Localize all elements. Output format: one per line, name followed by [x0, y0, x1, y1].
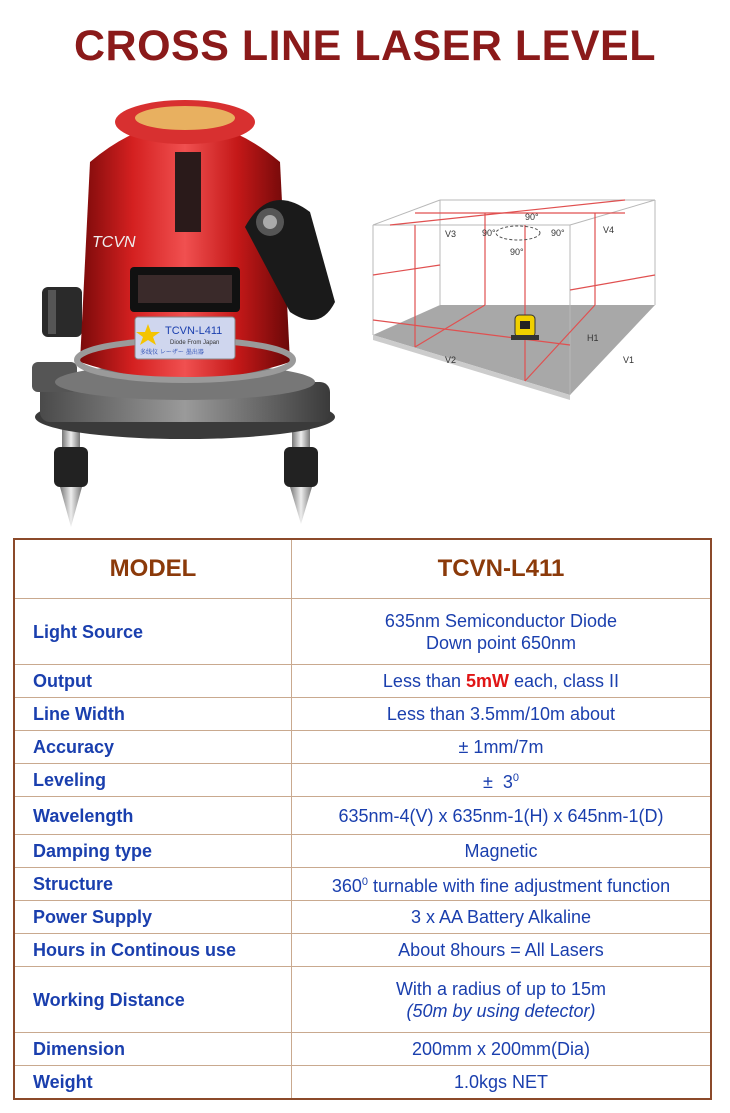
table-row [14, 868, 711, 901]
output-suffix: each, class II [509, 671, 620, 691]
spec-value: 3 x AA Battery Alkaline [292, 901, 712, 934]
spec-label: Power Supply [14, 901, 292, 934]
table-row [14, 665, 711, 698]
angle-top-label: 90° [525, 212, 539, 222]
product-diode-note: Diode From Japan [170, 340, 220, 346]
spec-value-line1: With a radius of up to 15m [395, 978, 607, 999]
angle-bottom-label: 90° [510, 247, 524, 257]
table-row [14, 967, 711, 1033]
table-row [14, 797, 711, 835]
spec-label: Hours in Continous use [14, 934, 292, 967]
output-highlight: 5mW [465, 671, 509, 691]
spec-label: Output [14, 665, 292, 698]
spec-label: Accuracy [14, 731, 292, 764]
table-row [14, 835, 711, 868]
angle-left-label: 90° [482, 228, 496, 238]
v2-label: V2 [445, 355, 457, 365]
spec-value-line2: (50m by using detector) [406, 1000, 596, 1021]
structure-sup: 0 [361, 876, 368, 888]
mini-laser-device-icon [511, 315, 539, 340]
spec-value: ± 1mm/7m [292, 731, 712, 764]
spec-label: Damping type [14, 835, 292, 868]
structure-prefix: 360 [331, 876, 362, 896]
table-row [14, 901, 711, 934]
spec-value [292, 967, 712, 1033]
spec-label: Dimension [14, 1033, 292, 1066]
spec-label: Working Distance [14, 967, 292, 1033]
spec-value-line1: 635nm Semiconductor Diode [384, 610, 618, 631]
product-model-label: TCVN-L411 [165, 325, 223, 337]
spec-value [292, 599, 712, 665]
table-row [14, 1066, 711, 1099]
v3-label: V3 [445, 229, 457, 239]
spec-value [292, 665, 712, 698]
spec-value [292, 868, 712, 901]
spec-value: Magnetic [292, 835, 712, 868]
spec-value: 635nm-4(V) x 635nm-1(H) x 645nm-1(D) [292, 797, 712, 835]
model-header-value: TCVN-L411 [292, 539, 712, 599]
table-row [14, 698, 711, 731]
spec-value-line2: Down point 650nm [425, 632, 577, 653]
laser-level-product-image [20, 92, 350, 532]
h1-label: H1 [587, 333, 599, 343]
table-row [14, 1033, 711, 1066]
leveling-value: ± 3 [482, 772, 513, 792]
spec-label: Line Width [14, 698, 292, 731]
leveling-sup: 0 [512, 772, 520, 784]
product-jp-text: 多线仪 レーザー 墨出器 [140, 349, 204, 356]
model-header-label: MODEL [14, 539, 292, 599]
spec-label: Structure [14, 868, 292, 901]
spec-value: About 8hours = All Lasers [292, 934, 712, 967]
spec-label: Leveling [14, 764, 292, 797]
spec-label: Wavelength [14, 797, 292, 835]
spec-label: Light Source [14, 599, 292, 665]
spec-value [292, 764, 712, 797]
table-row [14, 731, 711, 764]
spec-value: 1.0kgs NET [292, 1066, 712, 1099]
spec-table [13, 538, 712, 1100]
output-prefix: Less than [382, 671, 466, 691]
table-header-row [14, 539, 711, 599]
spec-value: Less than 3.5mm/10m about [292, 698, 712, 731]
table-row [14, 599, 711, 665]
angle-right-label: 90° [551, 228, 565, 238]
v1-label: V1 [623, 355, 635, 365]
table-row [14, 934, 711, 967]
structure-suffix: turnable with fine adjustment function [367, 876, 671, 896]
spec-label: Weight [14, 1066, 292, 1099]
page-title: CROSS LINE LASER LEVEL [73, 22, 656, 70]
product-brand-label: TCVN [92, 234, 136, 251]
table-row [14, 764, 711, 797]
laser-projection-diagram [355, 195, 705, 400]
spec-value: 200mm x 200mm(Dia) [292, 1033, 712, 1066]
v4-label: V4 [603, 225, 615, 235]
